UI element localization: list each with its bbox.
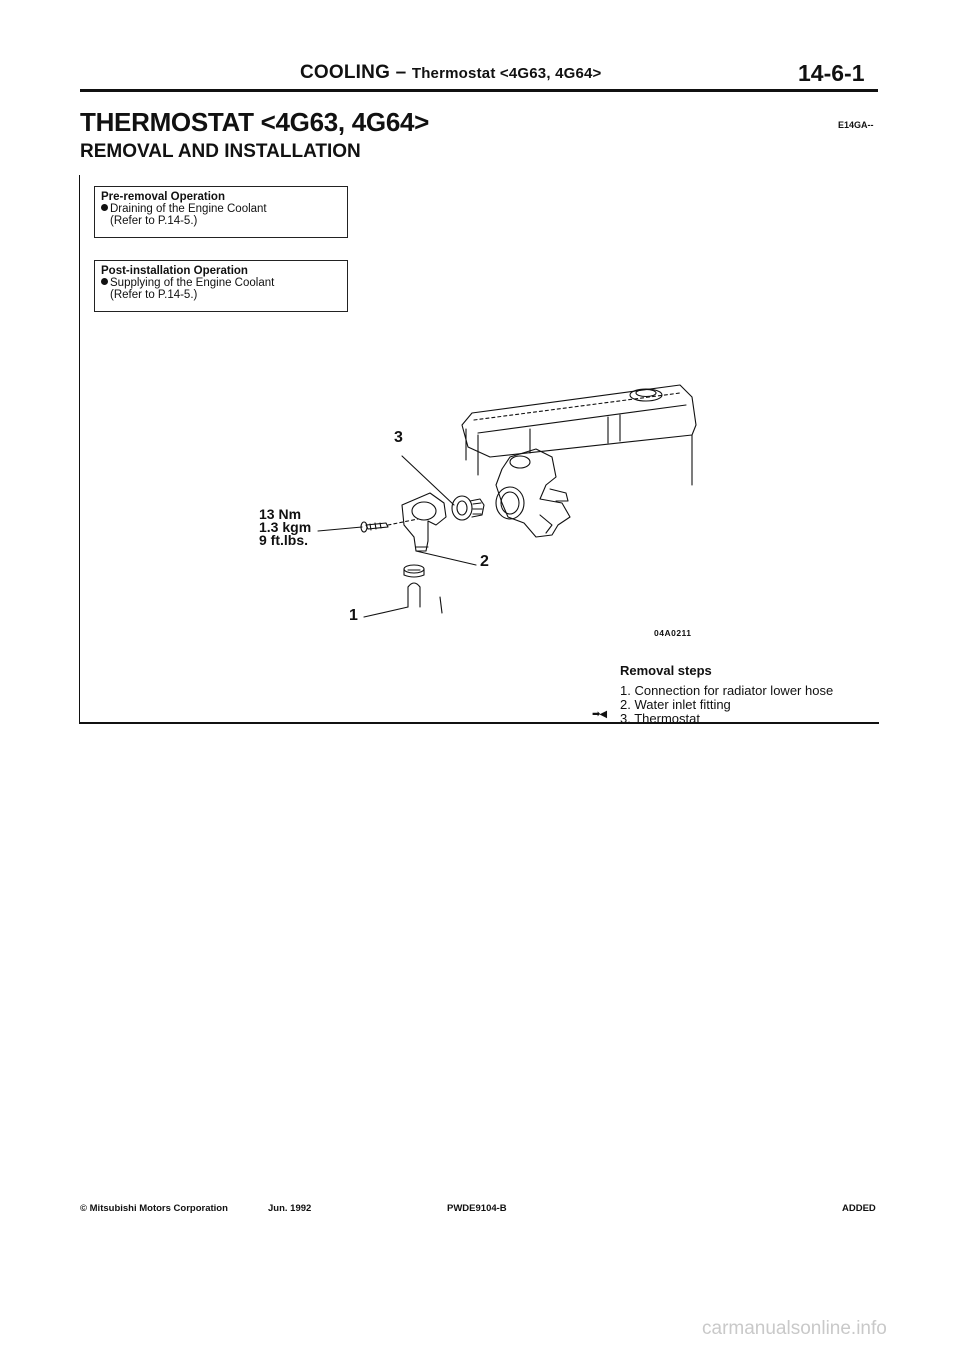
thermostat-coils bbox=[473, 503, 482, 514]
case-flange-inner bbox=[501, 492, 519, 514]
header-dash: – bbox=[395, 62, 407, 83]
removal-steps-heading: Removal steps bbox=[620, 663, 712, 678]
service-point-arrow-icon: ➡◀ bbox=[592, 709, 607, 720]
hose-clamp-icon bbox=[404, 565, 424, 573]
head-cover-ridge bbox=[474, 393, 680, 420]
thermostat-valve bbox=[457, 501, 467, 515]
pre-removal-item bbox=[101, 203, 341, 215]
removal-step-3: 3. Thermostat bbox=[620, 711, 700, 726]
oil-filler-cap-top bbox=[636, 390, 656, 397]
watermark: carmanualsonline.info bbox=[702, 1318, 887, 1339]
thermostat-body bbox=[452, 496, 472, 520]
leader-3 bbox=[402, 456, 454, 505]
post-installation-heading: Post-installation Operation bbox=[101, 265, 248, 277]
diagram-drawing bbox=[240, 365, 720, 645]
figure-code: 04A0211 bbox=[654, 628, 692, 638]
post-installation-item bbox=[101, 277, 341, 289]
bullet-icon bbox=[101, 278, 108, 285]
post-installation-ref: (Refer to P.14-5.) bbox=[110, 289, 198, 301]
callout-3: 3 bbox=[394, 429, 403, 446]
oil-filler-cap-icon bbox=[630, 389, 662, 401]
callout-1: 1 bbox=[349, 607, 358, 624]
torque-ftlbs: 9 ft.lbs. bbox=[259, 532, 309, 548]
callout-2: 2 bbox=[480, 553, 489, 570]
pre-removal-ref: (Refer to P.14-5.) bbox=[110, 215, 198, 227]
pre-removal-item-text: Draining of the Engine Coolant bbox=[110, 203, 267, 215]
head-cover-edge bbox=[478, 405, 686, 433]
post-installation-item-text: Supplying of the Engine Coolant bbox=[110, 277, 275, 289]
case-bracket bbox=[540, 515, 552, 533]
frame-bottom-border bbox=[79, 722, 879, 724]
footer-code: PWDE9104-B bbox=[447, 1203, 507, 1214]
inlet-flange-face bbox=[412, 502, 436, 520]
pre-removal-box bbox=[94, 186, 348, 238]
header-subsection: Thermostat <4G63, 4G64> bbox=[411, 65, 602, 82]
footer-status: ADDED bbox=[842, 1203, 876, 1214]
footer-copyright: © Mitsubishi Motors Corporation bbox=[80, 1203, 228, 1214]
torque-spec bbox=[259, 508, 311, 547]
document-code: E14GA-- bbox=[838, 120, 874, 130]
pre-removal-heading: Pre-removal Operation bbox=[101, 191, 225, 203]
bolt-icon bbox=[366, 523, 388, 529]
leader-1 bbox=[364, 607, 408, 617]
removal-step-1: 1. Connection for radiator lower hose bbox=[620, 683, 834, 698]
header-title bbox=[300, 62, 602, 84]
leader-torque bbox=[318, 527, 362, 531]
post-installation-box bbox=[94, 260, 348, 312]
thermostat-exploded-diagram bbox=[240, 365, 720, 645]
leader-2 bbox=[416, 551, 476, 565]
radiator-lower-hose bbox=[408, 583, 420, 607]
removal-step-2: 2. Water inlet fitting bbox=[620, 697, 731, 712]
page-header bbox=[0, 0, 960, 100]
header-rule bbox=[80, 89, 878, 92]
case-sensor bbox=[550, 489, 568, 501]
hose-line bbox=[440, 597, 442, 613]
section-subtitle: REMOVAL AND INSTALLATION bbox=[80, 141, 361, 162]
page-title: THERMOSTAT <4G63, 4G64> bbox=[80, 107, 430, 137]
footer-date: Jun. 1992 bbox=[268, 1203, 312, 1214]
page-number: 14-6-1 bbox=[798, 60, 865, 86]
frame-left-border bbox=[79, 175, 80, 723]
torque-nm: 13 Nm bbox=[259, 506, 302, 522]
case-upper-port bbox=[510, 456, 530, 468]
bullet-icon bbox=[101, 204, 108, 211]
header-section: COOLING bbox=[300, 62, 391, 83]
torque-kgm: 1.3 kgm bbox=[259, 519, 312, 535]
